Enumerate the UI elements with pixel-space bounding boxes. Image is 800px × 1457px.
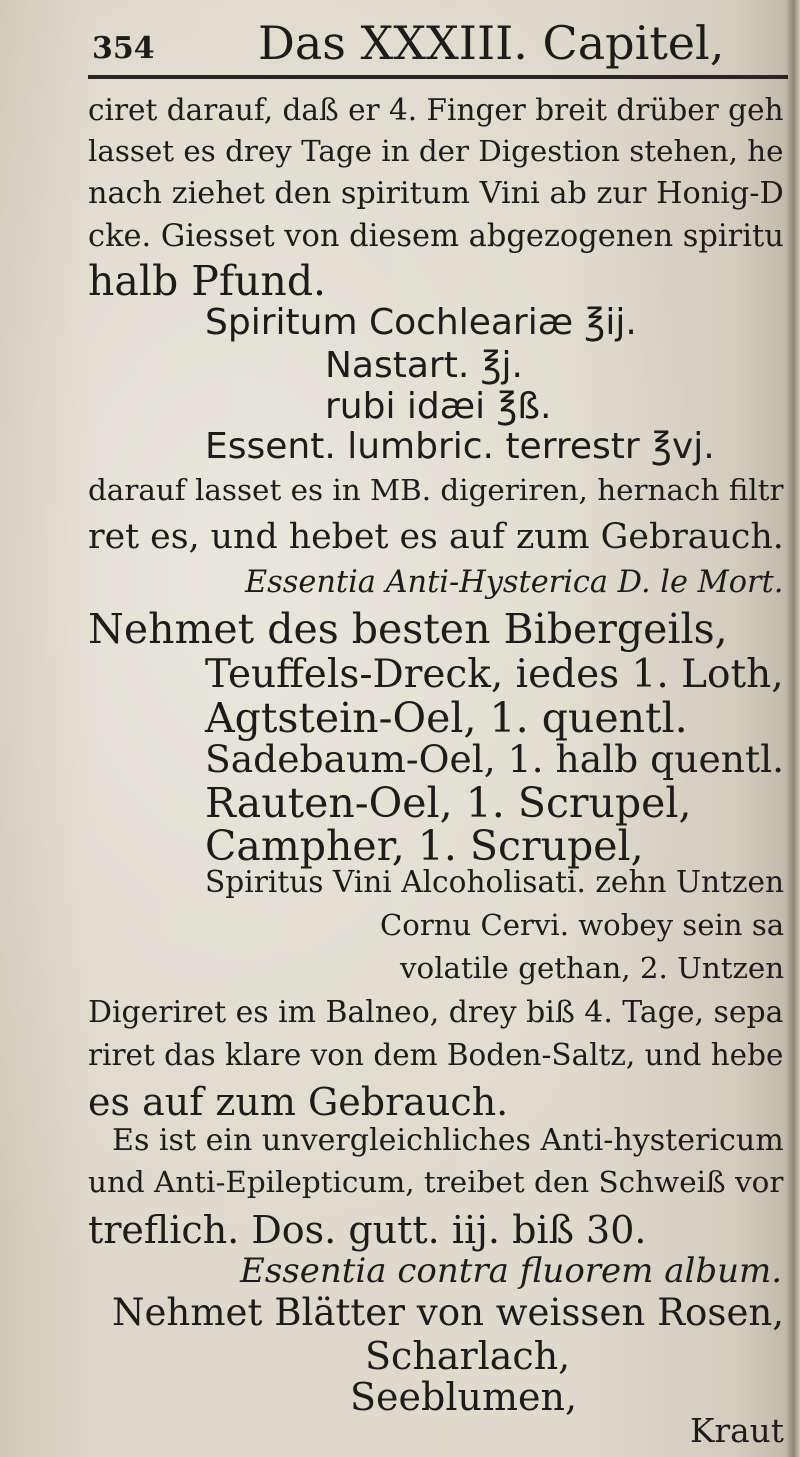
text-line: es auf zum Gebrauch. <box>88 1080 509 1125</box>
text-line: riret das klare von dem Boden-Saltz, und hebe <box>88 1037 784 1072</box>
text-line: Es ist ein unvergleichliches Anti-hystericum <box>112 1122 784 1158</box>
recipe-ingredient: Essent. lumbric. terrestr ℥vj. <box>205 426 715 468</box>
recipe-ingredient: Cornu Cervi. wobey sein sa <box>380 907 785 942</box>
recipe-ingredient: Nastart. ℥j. <box>325 344 523 386</box>
running-title: Das XXXIII. Capitel, <box>258 16 725 70</box>
text-line: Nehmet des besten Bibergeils, <box>88 605 728 654</box>
text-line: lasset es drey Tage in der Digestion stehen, he <box>88 133 784 168</box>
text-line: nach ziehet den spiritum Vini ab zur Honig-D <box>88 176 784 212</box>
recipe-ingredient: volatile gethan, 2. Untzen <box>400 950 785 985</box>
header-rule <box>88 75 788 79</box>
text-line: und Anti-Epilepticum, treibet den Schweiß vor <box>88 1165 784 1200</box>
recipe-title: Essentia Anti-Hysterica D. le Mort. <box>245 565 784 601</box>
recipe-ingredient: Rauten-Oel, 1. Scrupel, <box>205 779 692 828</box>
text-line: ret es, und hebet es auf zum Gebrauch. <box>88 517 784 558</box>
recipe-ingredient: Spiritum Cochleariæ ℥ij. <box>205 302 637 344</box>
catchword: Kraut <box>690 1411 784 1450</box>
text-line: cke. Giesset von diesem abgezogenen spiritu <box>88 218 784 254</box>
recipe-ingredient: Agtstein-Oel, 1. quentl. <box>205 693 688 742</box>
text-line: treflich. Dos. gutt. iij. biß 30. <box>88 1208 647 1253</box>
recipe-title: Essentia contra fluorem album. <box>240 1250 783 1291</box>
recipe-ingredient: Sadebaum-Oel, 1. halb quentl. <box>205 736 785 781</box>
recipe-ingredient: Campher, 1. Scrupel, <box>205 821 644 870</box>
text-line: ciret darauf, daß er 4. Finger breit drüber geh <box>88 93 784 127</box>
recipe-ingredient: rubi idæi ℥ß. <box>325 385 552 427</box>
recipe-ingredient: Teuffels-Dreck, iedes 1. Loth, <box>205 652 784 698</box>
recipe-ingredient: Scharlach, <box>365 1334 571 1378</box>
page-number: 354 <box>92 31 155 66</box>
page-edge-shadow <box>786 0 800 1457</box>
text-line: darauf lasset es in MB. digeriren, hernach filtr <box>88 472 784 507</box>
text-line: halb Pfund. <box>88 256 327 305</box>
recipe-ingredient: Spiritus Vini Alcoholisati. zehn Untzen <box>205 865 785 900</box>
text-line: Digeriret es im Balneo, drey biß 4. Tage, sepa <box>88 995 784 1031</box>
recipe-ingredient: Seeblumen, <box>350 1374 578 1419</box>
text-line: Nehmet Blätter von weissen Rosen, <box>112 1291 785 1335</box>
